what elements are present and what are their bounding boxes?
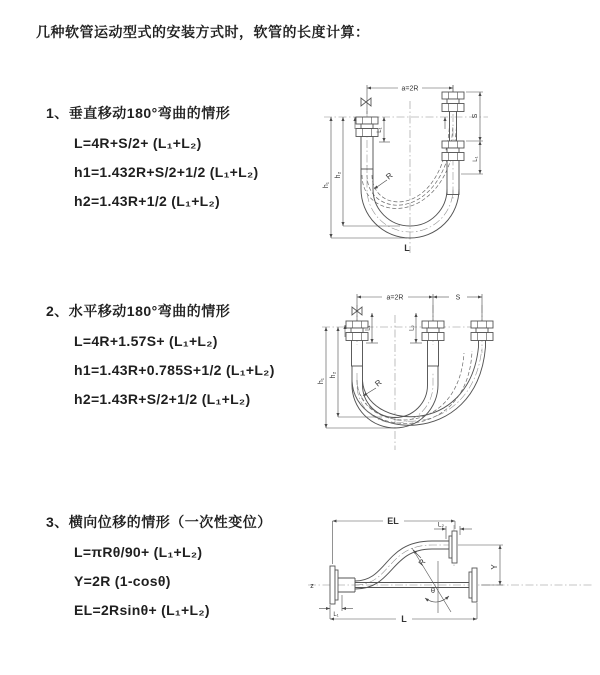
section-horizontal-180 xyxy=(46,301,275,420)
formula: EL=2Rsinθ+ (L₁+L₂) xyxy=(74,602,210,618)
section-3-heading: 3、横向位移的情形（一次性变位） xyxy=(46,514,272,530)
dim-l1-label: L₁ xyxy=(365,325,372,331)
diagram-lateral-displacement xyxy=(300,505,600,630)
dim-l-label: L xyxy=(401,614,407,624)
fitting-left xyxy=(356,117,378,137)
dim-y xyxy=(458,545,503,585)
fitting-right-moved xyxy=(471,321,493,341)
dim-l1-label: L₁ xyxy=(333,612,339,618)
fitting-middle xyxy=(422,321,444,341)
dim-h1-label: h₁ xyxy=(318,377,325,385)
braid-section-middle xyxy=(428,340,439,367)
formula: h2=1.43R+S/2+1/2 (L₁+L₂) xyxy=(74,391,251,407)
fitting-right-raised xyxy=(442,92,464,112)
dim-a2r-label: a=2R xyxy=(401,85,419,93)
formula: h1=1.43R+0.785S+1/2 (L₁+L₂) xyxy=(74,362,275,378)
diagram-vertical-180-bend xyxy=(310,75,595,260)
fitting-right-lower xyxy=(442,141,464,161)
dim-l-label: L xyxy=(404,243,410,253)
section-2-heading: 2、水平移动180°弯曲的情形 xyxy=(46,303,231,319)
dim-h2-label: h₂ xyxy=(330,371,337,379)
dim-r-label: R xyxy=(373,377,384,389)
dim-r-label: R xyxy=(416,557,428,568)
dim-s-label: S xyxy=(472,113,479,119)
formula: h2=1.43R+1/2 (L₁+L₂) xyxy=(74,193,221,209)
hose-raised-position xyxy=(362,125,457,208)
dim-l1-left xyxy=(377,117,390,142)
formula: L=4R+1.57S+ (L₁+L₂) xyxy=(74,333,218,349)
flange-right-original xyxy=(469,568,477,602)
angle-theta xyxy=(412,548,451,613)
diagram-horizontal-180-bend xyxy=(310,285,595,457)
section-1-heading: 1、垂直移动180°弯曲的情形 xyxy=(46,105,231,121)
dim-l xyxy=(330,603,477,624)
valve-icon xyxy=(361,98,371,106)
radius-leader xyxy=(374,171,395,189)
dim-r-label: R xyxy=(384,170,395,182)
formula: L=4R+S/2+ (L₁+L₂) xyxy=(74,135,202,151)
dim-s-label: S xyxy=(455,294,461,302)
hose-assembly xyxy=(355,541,449,592)
section-lateral-displacement xyxy=(46,512,272,631)
page-title: 几种软管运动型式的安装方式时，软管的长度计算： xyxy=(36,24,370,40)
dim-l1-left-label: L₁ xyxy=(377,127,383,133)
dim-theta-label: θ xyxy=(430,586,436,595)
dim-l1-right-label: L₁ xyxy=(473,156,479,162)
formula: L=πRθ/90+ (L₁+L₂) xyxy=(74,544,203,560)
dim-a2r xyxy=(357,294,482,321)
dim-h2-label: h₂ xyxy=(335,171,342,179)
formula: Y=2R (1-cosθ) xyxy=(74,573,171,589)
formula: h1=1.432R+S/2+1/2 (L₁+L₂) xyxy=(74,164,259,180)
dim-s xyxy=(433,295,482,302)
dim-l2-label: L₂ xyxy=(409,325,416,331)
dim-el xyxy=(333,516,456,564)
centerline-z-mark: z xyxy=(310,583,314,590)
dim-l1-right xyxy=(473,141,480,174)
dim-el-label: EL xyxy=(387,516,399,526)
flange-right-moved xyxy=(449,531,457,563)
dim-l2 xyxy=(410,313,423,343)
dim-a2r-label: a=2R xyxy=(386,294,404,302)
dim-y-label: Y xyxy=(490,564,499,570)
section-vertical-180 xyxy=(46,103,259,222)
dim-l2-label: L₂ xyxy=(437,521,445,529)
dim-h1-label: h₁ xyxy=(323,181,330,189)
braid-section-left xyxy=(352,340,363,367)
hose-swung-position xyxy=(352,347,486,425)
dim-a2r xyxy=(367,85,453,114)
